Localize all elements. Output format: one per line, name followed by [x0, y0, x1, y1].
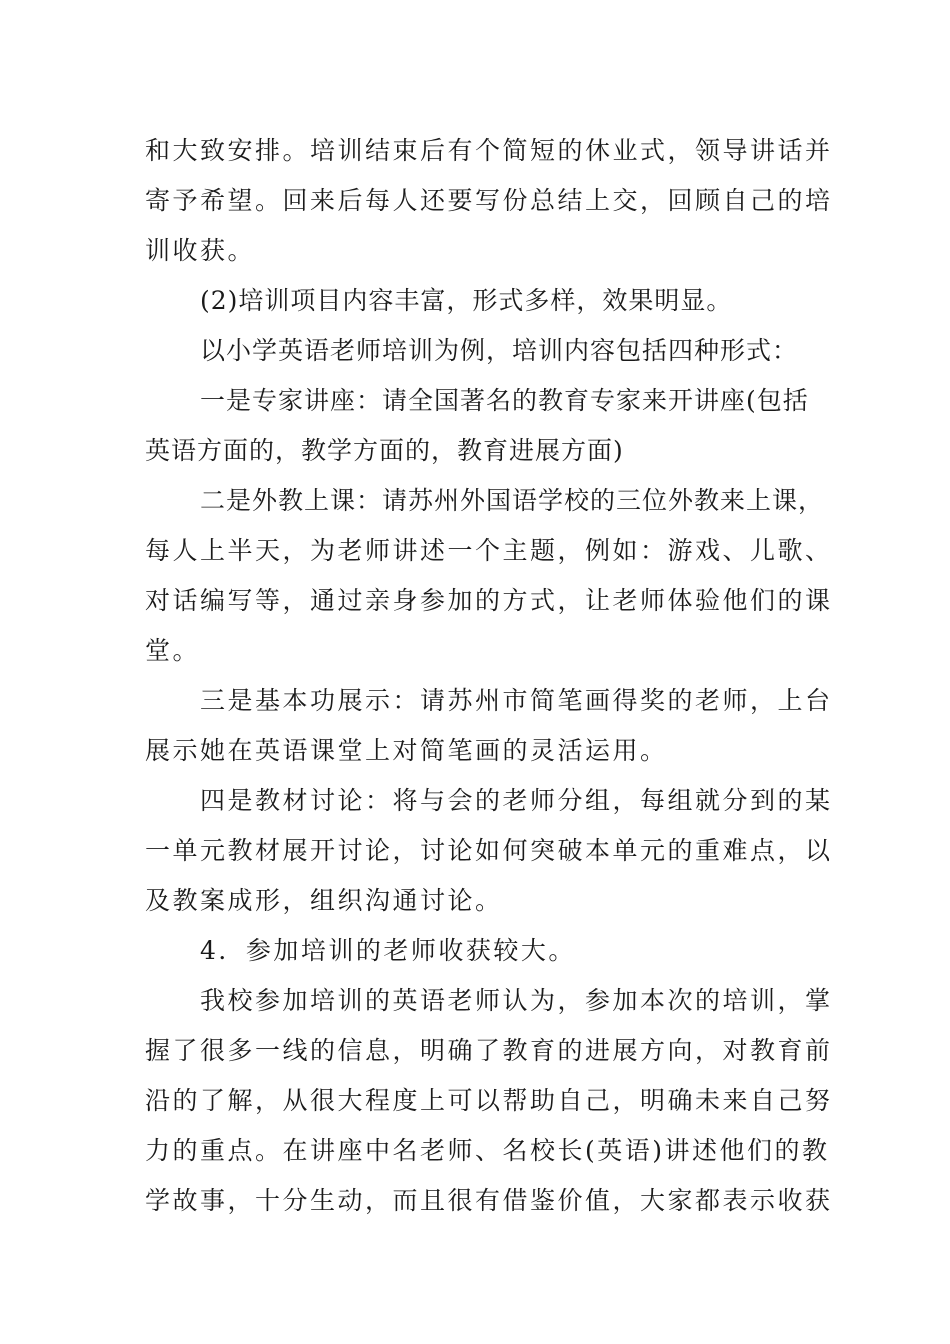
text-line: 及教案成形，组织沟通讨论。	[145, 886, 503, 915]
text-line: 学故事，十分生动，而且很有借鉴价值，大家都表示收获	[145, 1186, 833, 1215]
text-line: 二是外教上课：请苏州外国语学校的三位外教来上课，	[200, 486, 825, 515]
text-line: 展示她在英语课堂上对简笔画的灵活运用。	[145, 736, 668, 765]
text-line: 和大致安排。培训结束后有个简短的休业式，领导讲话并	[145, 136, 833, 165]
text-line: 三是基本功展示：请苏州市简笔画得奖的老师，上台	[200, 686, 833, 715]
text-line: 对话编写等，通过亲身参加的方式，让老师体验他们的课	[145, 586, 833, 615]
text-line: 四是教材讨论：将与会的老师分组，每组就分到的某	[200, 786, 833, 815]
text-line: (2)培训项目内容丰富，形式多样，效果明显。	[200, 286, 733, 315]
text-line: 沿的了解，从很大程度上可以帮助自己，明确未来自己努	[145, 1086, 833, 1115]
text-line: 握了很多一线的信息，明确了教育的进展方向，对教育前	[145, 1036, 833, 1065]
text-line: 训收获。	[145, 236, 256, 265]
text-line: 一单元教材展开讨论，讨论如何突破本单元的重难点，以	[145, 836, 833, 865]
text-line: 每人上半天，为老师讲述一个主题，例如：游戏、儿歌、	[145, 536, 833, 565]
text-line: 4．参加培训的老师收获较大。	[200, 936, 576, 965]
text-line: 力的重点。在讲座中名老师、名校长(英语)讲述他们的教	[145, 1136, 830, 1165]
text-line: 我校参加培训的英语老师认为，参加本次的培训，掌	[200, 986, 833, 1015]
text-line: 寄予希望。回来后每人还要写份总结上交，回顾自己的培	[145, 186, 833, 215]
text-line: 一是专家讲座：请全国著名的教育专家来开讲座(包括	[200, 386, 809, 415]
text-line: 堂。	[145, 636, 201, 665]
text-line: 以小学英语老师培训为例，培训内容包括四种形式：	[200, 336, 799, 365]
text-line: 英语方面的，教学方面的，教育进展方面)	[145, 436, 624, 465]
